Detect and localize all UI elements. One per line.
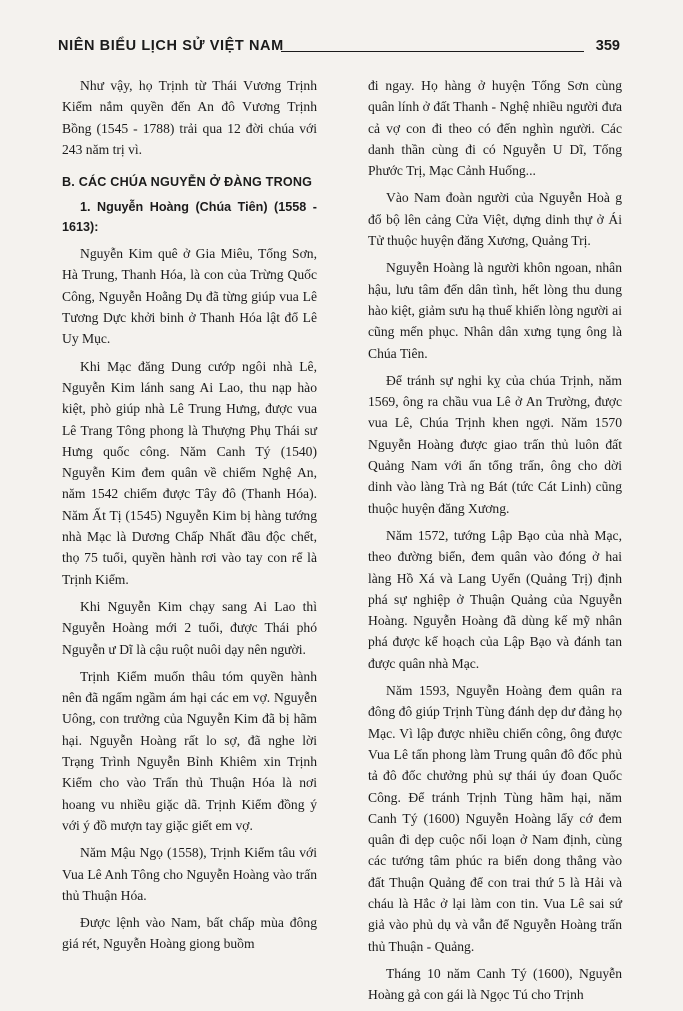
paragraph: Khi Mạc đăng Dung cướp ngôi nhà Lê, Nguyễn Kim lánh sang Ai Lao, thu nạp hào kiệt, phò giúp nhà Lê Trung Hưng, được vua Lê Trang Tông phong là Thượng Phụ Thái sư Hưng quốc công. Năm Canh Tý (1540) Nguyễn Kim đem quân về chiếm Nghệ An, năm 1542 chiếm được Tây đô (Thanh Hóa). Năm Ất Tị (1545) Nguyễn Kim bị hàng tướng nhà Mạc là Dương Chấp Nhất đầu độc chết, thọ 75 tuổi, quyền hành rơi vào tay con rể là Trịnh Kiểm.	[62, 358, 317, 587]
right-column	[368, 75, 622, 1011]
page-number: 359	[595, 38, 620, 54]
paragraph: Như vậy, họ Trịnh từ Thái Vương Trịnh Kiểm nắm quyền đến An đô Vương Trịnh Bồng (1545 - 1788) trải qua 12 đời chúa với 243 năm trị vì.	[62, 78, 317, 157]
paragraph: Tháng 10 năm Canh Tý (1600), Nguyễn Hoàng gả con gái là Ngọc Tú cho Trịnh	[368, 965, 622, 1003]
paragraph: Năm 1572, tướng Lập Bạo của nhà Mạc, theo đường biển, đem quân vào đóng ở hai làng Hồ Xá và Lang Uyển (Quảng Trị) định phá sự nghiệp ở Thuận Quảng của Nguyễn Hoàng. Nguyễn Hoàng đã dùng kế mỹ nhân phá được kế hoạch của Lập Bạo và đánh tan được quân nhà Mạc.	[368, 527, 622, 671]
left-column	[62, 75, 317, 961]
paragraph: Nguyễn Hoàng là người khôn ngoan, nhân hậu, lưu tâm đến dân tình, hết lòng thu dung hào kiệt, giảm sưu hạ thuế khiến lòng người ai cũng mến phục. Nhân dân xưng tụng ông là Chúa Tiên.	[368, 260, 622, 361]
paragraph: Được lệnh vào Nam, bất chấp mùa đông giá rét, Nguyễn Hoàng giong buồm	[62, 915, 317, 952]
paragraph: Năm Mậu Ngọ (1558), Trịnh Kiểm tâu với Vua Lê Anh Tông cho Nguyễn Hoàng vào trấn thủ Thuận Hóa.	[62, 845, 317, 903]
paragraph: Năm 1593, Nguyễn Hoàng đem quân ra đông đô giúp Trịnh Tùng đánh dẹp dư đảng họ Mạc. Vì lập được nhiều chiến công, ông được Vua Lê tấn phong làm Trung quân đô đốc phủ tả đô đốc chưởng phủ sự thái úy đoan Quốc Công. Để tránh Trịnh Tùng hãm hại, năm Canh Tý (1600) Nguyễn Hoàng lấy cớ đem quân đi dẹp cuộc nổi loạn ở Nam định, cùng các tướng tâm phúc ra biển dong thẳng vào đất Thuận Quảng để con trai thứ 5 là Hải và cháu là Hắc ở lại làm con tin. Vua Lê sai sứ giả vào phủ dụ và vẫn để Nguyễn Hoàng trấn thủ Thuận - Quảng.	[368, 683, 622, 954]
paragraph: đi ngay. Họ hàng ở huyện Tống Sơn cùng quân lính ở đất Thanh - Nghệ nhiều người đưa cả vợ con đi theo có đến nghìn người. Các danh thần cùng đi có Nguyễn U Dĩ, Tống Phước Trị, Mạc Cảnh Huống...	[368, 78, 622, 179]
header-rule	[281, 51, 584, 52]
paragraph: Trịnh Kiểm muốn thâu tóm quyền hành nên đã ngấm ngầm ám hại các em vợ. Nguyễn Uông, con trưởng của Nguyễn Kim đã bị hãm hại. Nguyễn Hoàng rất lo sợ, đã nghe lời Trạng Trình Nguyễn Bỉnh Khiêm xin Trịnh Kiểm cho vào Trấn thủ Thuận Hóa là nơi hoang vu nhiều giặc dã. Trịnh Kiểm đồng ý với ý đồ mượn tay giặc giết em vợ.	[62, 668, 317, 833]
header-title: NIÊN BIỂU LỊCH SỬ VIỆT NAM	[58, 38, 284, 54]
paragraph: Nguyễn Kim quê ở Gia Miêu, Tống Sơn, Hà Trung, Thanh Hóa, là con của Trừng Quốc Công, Nguyễn Hoằng Dụ đã từng giúp vua Lê Tương Dực khởi binh ở Thanh Hóa lật đổ Lê Uy Mục.	[62, 246, 317, 347]
running-header	[58, 38, 620, 60]
paragraph: Để tránh sự nghi kỵ của chúa Trịnh, năm 1569, ông ra chầu vua Lê ở An Trường, được vua Lê, Chúa Trịnh khen ngợi. Năm 1570 Nguyễn Hoàng được giao trấn thủ luôn đất Quảng Nam với ấn tổng trấn, ông cho dời dinh vào làng Trà ng Bát (tức Cát Linh) cũng thuộc huyện đăng Xương.	[368, 372, 622, 516]
paragraph: Vào Nam đoàn người của Nguyễn Hoà g đổ bộ lên cảng Cửa Việt, dựng dinh thự ở Ái Tử thuộc huyện đăng Xương, Quảng Trị.	[368, 190, 622, 249]
subsection-heading: 1. Nguyễn Hoàng (Chúa Tiên) (1558 - 1613):	[62, 200, 317, 235]
section-heading: B. CÁC CHÚA NGUYỄN Ở ĐÀNG TRONG	[62, 175, 313, 190]
paragraph: Khi Nguyễn Kim chạy sang Ai Lao thì Nguyễn Hoàng mới 2 tuổi, được Thái phó Nguyễn ư Dĩ là cậu ruột nuôi dạy nên người.	[62, 598, 317, 657]
